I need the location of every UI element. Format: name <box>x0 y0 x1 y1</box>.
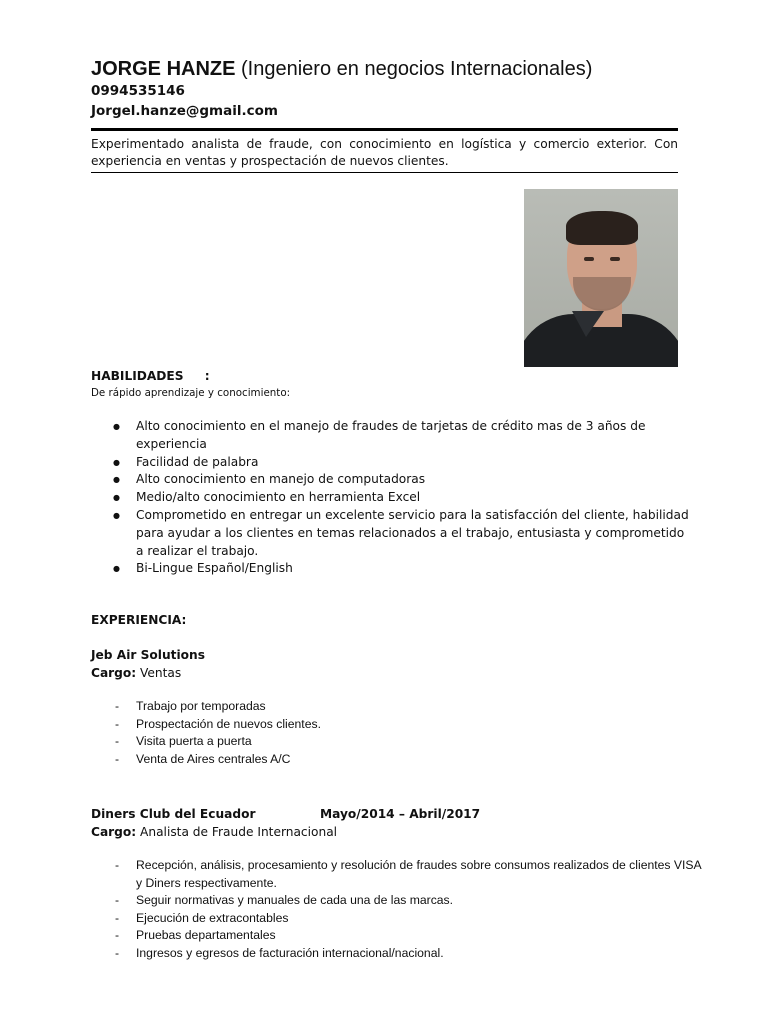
list-item: ● Bi-Lingue Español/English <box>91 560 691 578</box>
list-item: ● Facilidad de palabra <box>91 454 691 472</box>
cargo-label: Cargo: <box>91 666 137 680</box>
job-company: Diners Club del Ecuador <box>91 807 256 821</box>
job-role <box>91 666 181 680</box>
candidate-name: JORGE HANZE <box>91 58 236 80</box>
job-role-value: Ventas <box>136 666 182 680</box>
list-item: ● Alto conocimiento en manejo de computadoras <box>91 471 691 489</box>
list-item: - Ejecución de extracontables <box>91 910 701 928</box>
profile-summary: Experimentado analista de fraude, con conocimiento en logística y comercio exterior. Con experiencia en ventas y prospectación de nuevos clientes. <box>91 137 678 168</box>
list-item: ● Comprometido en entregar un excelente servicio para la satisfacción del cliente, habilidad para ayudar a los clientes en temas relacionados a el trabajo, entusiasta y comprometido a realizar el trabajo. <box>91 507 691 560</box>
candidate-title: (Ingeniero en negocios Internacionales) <box>235 58 593 80</box>
skills-heading: HABILIDADES : <box>91 369 210 383</box>
cargo-label: Cargo: <box>91 825 137 839</box>
job-role-value: Analista de Fraude Internacional <box>136 825 338 839</box>
list-item: - Seguir normativas y manuales de cada una de las marcas. <box>91 892 701 910</box>
list-item: - Ingresos y egresos de facturación internacional/nacional. <box>91 945 701 963</box>
skills-list <box>91 418 691 578</box>
list-item: ● Alto conocimiento en el manejo de fraudes de tarjetas de crédito mas de 3 años de experiencia <box>91 418 691 454</box>
profile-photo <box>524 189 678 367</box>
header-divider-thin <box>91 172 678 173</box>
list-item: - Trabajo por temporadas <box>91 698 701 716</box>
skills-note: De rápido aprendizaje y conocimiento: <box>91 387 291 399</box>
list-item: - Pruebas departamentales <box>91 927 701 945</box>
email-address: Jorgel.hanze@gmail.com <box>91 103 278 119</box>
job-role <box>91 825 337 839</box>
phone-number: 0994535146 <box>91 83 185 99</box>
list-item: - Prospectación de nuevos clientes. <box>91 716 701 734</box>
header-divider-thick <box>91 128 678 131</box>
list-item: ● Medio/alto conocimiento en herramienta Excel <box>91 489 691 507</box>
list-item: - Venta de Aires centrales A/C <box>91 751 701 769</box>
job-company: Jeb Air Solutions <box>91 648 205 662</box>
experience-heading: EXPERIENCIA: <box>91 613 187 627</box>
list-item: - Recepción, análisis, procesamiento y resolución de fraudes sobre consumos realizados de clientes VISA y Diners respectivamente. <box>91 857 701 892</box>
name-heading <box>91 58 592 81</box>
list-item: - Visita puerta a puerta <box>91 733 701 751</box>
job-task-list <box>91 857 701 963</box>
job-dates: Mayo/2014 – Abril/2017 <box>320 807 481 821</box>
job-task-list <box>91 698 701 768</box>
